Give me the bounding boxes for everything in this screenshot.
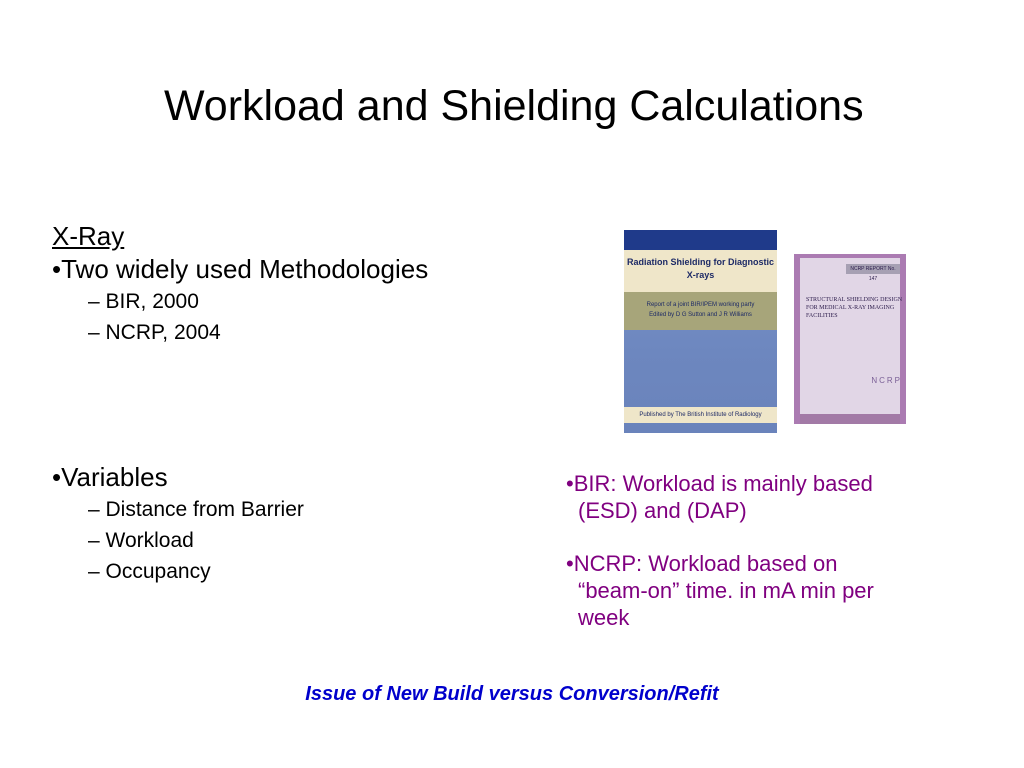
book-top-band (624, 230, 777, 250)
variables-bullet: •Variables (52, 462, 168, 492)
bir-book-subtitle: Report of a joint BIR/IPEM working party (646, 302, 755, 308)
methodology-notes (566, 470, 996, 631)
note-ncrp-line2: “beam-on” time. in mA min per (578, 578, 874, 603)
bir-book-publisher: Published by The British Institute of Radiology (624, 407, 777, 423)
ncrp-book-panel (800, 258, 900, 416)
slide-title: Workload and Shielding Calculations (164, 82, 864, 130)
bir-book-cover-image (624, 230, 777, 433)
bir-book-subtitle-band (624, 292, 777, 330)
note-bir (566, 470, 996, 524)
spacer (52, 348, 572, 460)
ncrp-book-title: STRUCTURAL SHIELDING DESIGN FOR MEDICAL X-RAY IMAGING FACILITIES (806, 297, 903, 319)
xray-heading: X-Ray (52, 221, 125, 251)
methodology-item-bir: – BIR, 2000 (88, 290, 199, 313)
variable-item-distance: – Distance from Barrier (88, 498, 304, 521)
note-ncrp-line3: week (578, 605, 630, 630)
spacer (566, 524, 996, 550)
ncrp-brand: NCRP (871, 376, 902, 385)
methodology-item-ncrp: – NCRP, 2004 (88, 321, 221, 344)
left-content (52, 220, 572, 587)
note-bir-line2: (ESD) and (DAP) (578, 498, 747, 523)
note-ncrp (566, 550, 996, 631)
methodologies-bullet: •Two widely used Methodologies (52, 254, 429, 284)
footer-note: Issue of New Build versus Conversion/Refit (305, 683, 719, 705)
note-ncrp-line1: •NCRP: Workload based on (566, 551, 838, 576)
ncrp-report-number: NCRP REPORT No. 147 (846, 264, 900, 274)
bir-book-editors: Edited by D G Sutton and J R Williams (649, 312, 752, 318)
variable-item-occupancy: – Occupancy (88, 560, 211, 583)
note-bir-line1: •BIR: Workload is mainly based (566, 471, 873, 496)
bir-book-title: Radiation Shielding for Diagnostic X-rays (624, 250, 777, 292)
ncrp-book-cover-image (794, 254, 906, 424)
variable-item-workload: – Workload (88, 529, 194, 552)
ncrp-bottom-strip (800, 414, 900, 424)
